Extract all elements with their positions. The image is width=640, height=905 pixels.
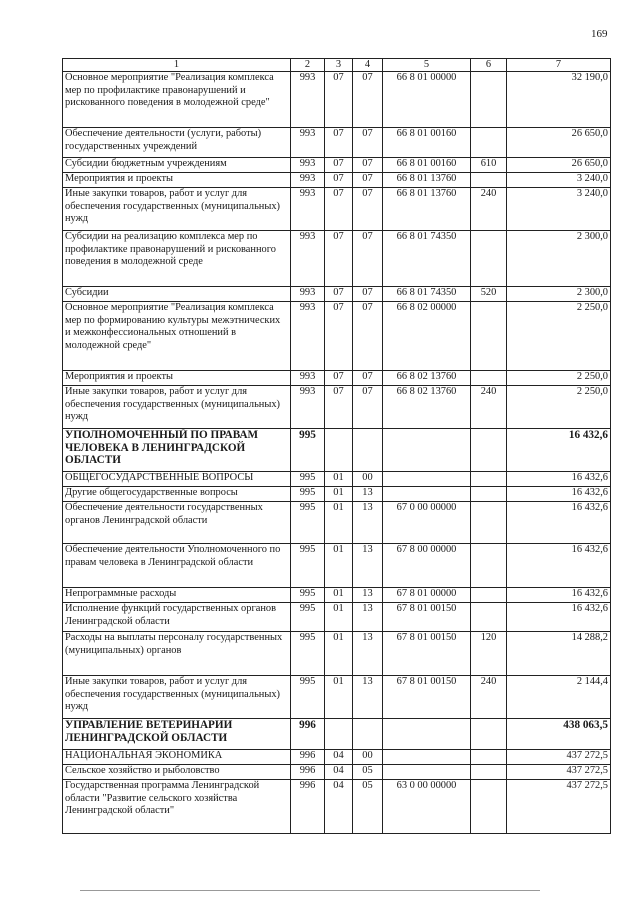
row-subsection-cell: 13 [353,632,383,676]
row-target-item-cell [383,429,471,472]
row-amount-cell: 26 650,0 [507,158,611,173]
row-target-item-cell: 67 8 01 00150 [383,603,471,632]
row-section-cell: 07 [325,302,353,371]
row-amount-cell: 26 650,0 [507,128,611,158]
row-section-cell: 07 [325,173,353,188]
row-target-item-cell [383,472,471,487]
row-expense-type-cell [471,429,507,472]
row-amount-cell: 3 240,0 [507,173,611,188]
row-code-cell: 995 [291,632,325,676]
row-name-cell: НАЦИОНАЛЬНАЯ ЭКОНОМИКА [63,750,291,765]
row-subsection-cell: 00 [353,750,383,765]
header-cell: 5 [383,59,471,72]
row-section-cell: 01 [325,544,353,588]
row-amount-cell: 16 432,6 [507,603,611,632]
row-subsection-cell: 07 [353,72,383,128]
row-subsection-cell: 13 [353,603,383,632]
row-target-item-cell: 67 8 01 00150 [383,676,471,719]
row-expense-type-cell [471,603,507,632]
row-expense-type-cell: 240 [471,676,507,719]
row-code-cell: 993 [291,287,325,302]
row-target-item-cell: 66 8 01 00160 [383,128,471,158]
row-amount-cell: 2 250,0 [507,386,611,429]
row-subsection-cell: 05 [353,780,383,834]
footer-line [80,890,540,891]
row-expense-type-cell [471,750,507,765]
row-subsection-cell: 07 [353,128,383,158]
row-expense-type-cell [471,502,507,544]
row-subsection-cell: 13 [353,676,383,719]
table-row [63,765,611,780]
row-code-cell: 996 [291,780,325,834]
row-name-cell: Субсидии бюджетным учреждениям [63,158,291,173]
row-code-cell: 993 [291,128,325,158]
table-row [63,719,611,750]
table-row [63,429,611,472]
row-subsection-cell: 07 [353,188,383,231]
row-expense-type-cell [471,231,507,287]
row-amount-cell: 32 190,0 [507,72,611,128]
table-row [63,128,611,158]
row-code-cell: 995 [291,676,325,719]
table-row [63,750,611,765]
row-target-item-cell: 67 8 01 00150 [383,632,471,676]
row-amount-cell: 2 300,0 [507,287,611,302]
header-cell: 6 [471,59,507,72]
table-row [63,472,611,487]
table-row [63,632,611,676]
row-amount-cell: 16 432,6 [507,502,611,544]
budget-table [62,58,611,834]
row-expense-type-cell: 520 [471,287,507,302]
row-code-cell: 993 [291,302,325,371]
row-section-cell: 04 [325,780,353,834]
row-section-cell: 01 [325,632,353,676]
row-target-item-cell: 67 0 00 00000 [383,502,471,544]
row-amount-cell: 16 432,6 [507,487,611,502]
row-section-cell: 07 [325,158,353,173]
row-code-cell: 993 [291,371,325,386]
row-expense-type-cell [471,173,507,188]
row-subsection-cell: 07 [353,386,383,429]
row-name-cell: Основное мероприятие "Реализация комплекса мер по профилактике правонарушений и рискованного поведения в молодежной среде" [63,72,291,128]
row-subsection-cell [353,429,383,472]
row-section-cell: 01 [325,588,353,603]
row-target-item-cell: 66 8 01 74350 [383,231,471,287]
row-subsection-cell: 07 [353,158,383,173]
table-row [63,231,611,287]
row-target-item-cell: 66 8 02 13760 [383,371,471,386]
row-expense-type-cell [471,780,507,834]
row-expense-type-cell [471,719,507,750]
table-row [63,487,611,502]
table-row [63,302,611,371]
row-code-cell: 995 [291,603,325,632]
row-subsection-cell [353,719,383,750]
row-target-item-cell [383,719,471,750]
row-amount-cell: 2 250,0 [507,302,611,371]
row-expense-type-cell: 240 [471,386,507,429]
row-expense-type-cell [471,544,507,588]
row-target-item-cell [383,750,471,765]
row-code-cell: 995 [291,487,325,502]
row-expense-type-cell: 610 [471,158,507,173]
row-name-cell: Иные закупки товаров, работ и услуг для обеспечения государственных (муниципальных) нужд [63,188,291,231]
row-section-cell: 07 [325,188,353,231]
table-row [63,603,611,632]
row-section-cell [325,719,353,750]
row-target-item-cell: 66 8 02 13760 [383,386,471,429]
row-expense-type-cell [471,588,507,603]
row-expense-type-cell [471,72,507,128]
row-name-cell: Исполнение функций государственных органов Ленинградской области [63,603,291,632]
row-section-cell: 07 [325,287,353,302]
row-amount-cell: 437 272,5 [507,780,611,834]
row-expense-type-cell: 120 [471,632,507,676]
header-row [63,59,611,72]
row-subsection-cell: 07 [353,371,383,386]
row-subsection-cell: 13 [353,502,383,544]
row-name-cell: Мероприятия и проекты [63,173,291,188]
table-row [63,544,611,588]
header-cell: 1 [63,59,291,72]
row-name-cell: Обеспечение деятельности Уполномоченного по правам человека в Ленинградской области [63,544,291,588]
row-section-cell: 07 [325,231,353,287]
row-code-cell: 995 [291,544,325,588]
row-amount-cell: 3 240,0 [507,188,611,231]
row-name-cell: Другие общегосударственные вопросы [63,487,291,502]
row-amount-cell: 16 432,6 [507,588,611,603]
table-row [63,676,611,719]
row-subsection-cell: 00 [353,472,383,487]
table-row [63,287,611,302]
row-code-cell: 995 [291,429,325,472]
row-code-cell: 996 [291,719,325,750]
table-row [63,780,611,834]
row-name-cell: Обеспечение деятельности (услуги, работы) государственных учреждений [63,128,291,158]
row-code-cell: 995 [291,502,325,544]
row-section-cell: 07 [325,72,353,128]
row-subsection-cell: 07 [353,287,383,302]
row-section-cell: 07 [325,371,353,386]
row-target-item-cell: 63 0 00 00000 [383,780,471,834]
row-code-cell: 996 [291,750,325,765]
row-name-cell: Сельское хозяйство и рыболовство [63,765,291,780]
table-row [63,371,611,386]
row-code-cell: 993 [291,158,325,173]
row-section-cell: 01 [325,676,353,719]
row-section-cell: 01 [325,603,353,632]
row-subsection-cell: 07 [353,302,383,371]
row-target-item-cell: 66 8 01 00160 [383,158,471,173]
row-code-cell: 993 [291,231,325,287]
row-amount-cell: 16 432,6 [507,429,611,472]
row-subsection-cell: 13 [353,588,383,603]
table-row [63,386,611,429]
row-target-item-cell [383,765,471,780]
row-name-cell: Непрограммные расходы [63,588,291,603]
row-target-item-cell: 67 8 01 00000 [383,588,471,603]
row-expense-type-cell: 240 [471,188,507,231]
row-amount-cell: 438 063,5 [507,719,611,750]
table-row [63,188,611,231]
row-name-cell: Государственная программа Ленинградской области "Развитие сельского хозяйства Ленинградской области" [63,780,291,834]
row-name-cell: УПОЛНОМОЧЕННЫЙ ПО ПРАВАМ ЧЕЛОВЕКА В ЛЕНИНГРАДСКОЙ ОБЛАСТИ [63,429,291,472]
row-expense-type-cell [471,472,507,487]
row-code-cell: 993 [291,386,325,429]
row-subsection-cell: 13 [353,544,383,588]
table-row [63,502,611,544]
row-target-item-cell: 66 8 02 00000 [383,302,471,371]
row-section-cell: 04 [325,765,353,780]
table-row [63,158,611,173]
row-name-cell: ОБЩЕГОСУДАРСТВЕННЫЕ ВОПРОСЫ [63,472,291,487]
row-amount-cell: 14 288,2 [507,632,611,676]
row-subsection-cell: 07 [353,231,383,287]
header-cell: 4 [353,59,383,72]
row-name-cell: Мероприятия и проекты [63,371,291,386]
header-cell: 2 [291,59,325,72]
row-target-item-cell [383,487,471,502]
row-code-cell: 993 [291,173,325,188]
row-amount-cell: 2 144,4 [507,676,611,719]
row-expense-type-cell [471,487,507,502]
row-name-cell: Иные закупки товаров, работ и услуг для обеспечения государственных (муниципальных) нужд [63,676,291,719]
row-amount-cell: 2 300,0 [507,231,611,287]
row-subsection-cell: 07 [353,173,383,188]
row-section-cell: 04 [325,750,353,765]
row-amount-cell: 2 250,0 [507,371,611,386]
row-name-cell: Основное мероприятие "Реализация комплекса мер по формированию культуры межэтнических и межконфессиональных отношений в молодежной среде" [63,302,291,371]
row-amount-cell: 16 432,6 [507,472,611,487]
row-amount-cell: 437 272,5 [507,765,611,780]
row-name-cell: Субсидии [63,287,291,302]
table-row [63,72,611,128]
page-number: 169 [591,28,608,40]
header-cell: 3 [325,59,353,72]
row-target-item-cell: 66 8 01 00000 [383,72,471,128]
row-code-cell: 995 [291,472,325,487]
row-name-cell: Расходы на выплаты персоналу государственных (муниципальных) органов [63,632,291,676]
row-code-cell: 995 [291,588,325,603]
row-name-cell: Обеспечение деятельности государственных органов Ленинградской области [63,502,291,544]
table-row [63,588,611,603]
row-expense-type-cell [471,371,507,386]
row-amount-cell: 16 432,6 [507,544,611,588]
row-section-cell: 01 [325,502,353,544]
row-section-cell: 07 [325,386,353,429]
row-target-item-cell: 67 8 00 00000 [383,544,471,588]
row-subsection-cell: 05 [353,765,383,780]
row-section-cell: 01 [325,472,353,487]
row-code-cell: 993 [291,72,325,128]
row-section-cell: 01 [325,487,353,502]
row-expense-type-cell [471,128,507,158]
row-name-cell: УПРАВЛЕНИЕ ВЕТЕРИНАРИИ ЛЕНИНГРАДСКОЙ ОБЛАСТИ [63,719,291,750]
row-target-item-cell: 66 8 01 74350 [383,287,471,302]
row-code-cell: 993 [291,188,325,231]
header-cell: 7 [507,59,611,72]
row-section-cell: 07 [325,128,353,158]
row-target-item-cell: 66 8 01 13760 [383,173,471,188]
table-row [63,173,611,188]
row-code-cell: 996 [291,765,325,780]
row-amount-cell: 437 272,5 [507,750,611,765]
row-section-cell [325,429,353,472]
row-subsection-cell: 13 [353,487,383,502]
row-name-cell: Субсидии на реализацию комплекса мер по профилактике правонарушений и рискованного поведения в молодежной среде [63,231,291,287]
row-target-item-cell: 66 8 01 13760 [383,188,471,231]
row-name-cell: Иные закупки товаров, работ и услуг для обеспечения государственных (муниципальных) нужд [63,386,291,429]
row-expense-type-cell [471,302,507,371]
row-expense-type-cell [471,765,507,780]
